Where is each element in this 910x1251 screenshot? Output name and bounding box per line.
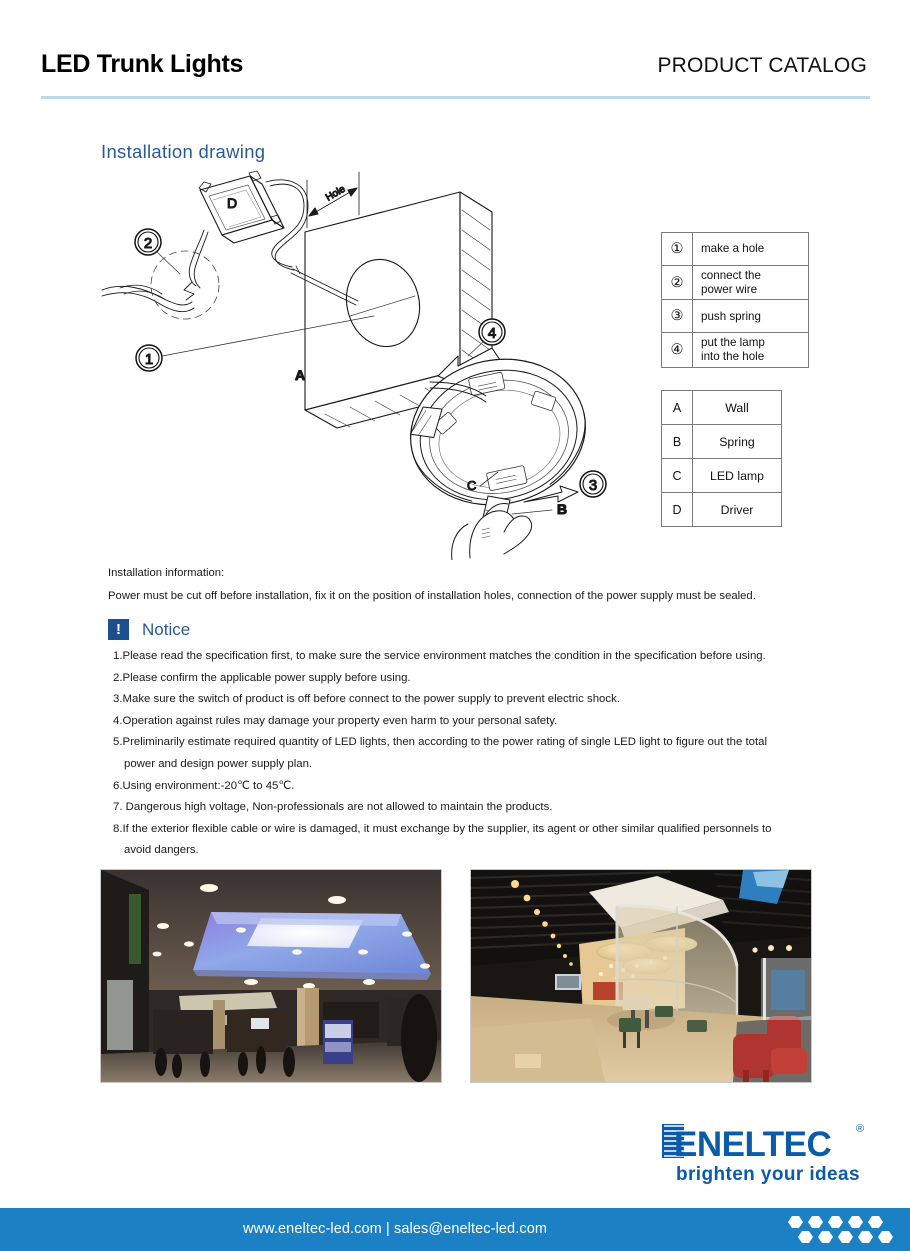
header-divider	[41, 96, 870, 99]
company-logo	[660, 1118, 876, 1188]
footer-separator: |	[386, 1221, 390, 1237]
callout-1	[136, 316, 374, 371]
application-photo-office	[470, 869, 812, 1083]
notice-title: Notice	[142, 619, 191, 639]
legend-table-parts	[661, 390, 782, 527]
part-name: Driver	[693, 493, 782, 527]
list-item	[113, 672, 825, 684]
svg-text:1: 1	[144, 351, 154, 368]
label-b: B	[557, 501, 568, 517]
step-number: ④	[662, 333, 693, 367]
table-row	[662, 300, 809, 333]
hole-dimension-label: Hole	[324, 183, 348, 204]
part-name: Spring	[693, 425, 782, 459]
step-number: ③	[662, 300, 693, 333]
notice-text: 5.Preliminarily estimate required quantity of LED lights, then according to the power rating of single LED light to figure out the total	[113, 736, 768, 749]
label-d: D	[227, 195, 238, 211]
logo-registered-mark: ®	[856, 1123, 865, 1135]
installation-drawing	[100, 170, 660, 560]
step-number: ①	[662, 233, 693, 266]
legend-table-steps	[661, 232, 809, 368]
part-letter: C	[662, 459, 693, 493]
list-item	[113, 715, 825, 727]
footer-dot-pattern	[786, 1215, 894, 1245]
table-row	[662, 333, 809, 367]
section-title-installation-drawing: Installation drawing	[101, 141, 266, 162]
step-text: put the lamp into the hole	[693, 333, 809, 367]
step-text: connect the power wire	[693, 266, 809, 300]
notice-text-continuation: power and design power supply plan.	[124, 758, 313, 771]
notice-text: 2.Please confirm the applicable power supply before using.	[113, 671, 411, 684]
label-a: A	[295, 367, 306, 383]
installation-info-body: Power must be cut off before installation, fix it on the position of installation holes, connection of the power supply must be sealed.	[108, 589, 756, 602]
exclamation-icon: !	[108, 619, 129, 640]
footer-website[interactable]: www.eneltec-led.com	[242, 1221, 382, 1237]
list-item	[113, 650, 825, 662]
footer-email[interactable]: sales@eneltec-led.com	[394, 1221, 548, 1237]
notice-text: 1.Please read the specification first, to make sure the service environment matches the condition in the specification before using.	[113, 650, 766, 662]
list-item	[113, 736, 825, 770]
table-row	[662, 493, 782, 527]
notice-header	[108, 619, 190, 640]
page-footer	[0, 1208, 910, 1251]
notice-text: 8.If the exterior flexible cable or wire is damaged, it must exchange by the supplier, its agent or other similar qualified personnels to	[113, 822, 772, 835]
list-item	[113, 823, 825, 857]
installation-info-heading: Installation information:	[108, 567, 225, 579]
notice-text: 4.Operation against rules may damage your property even harm to your personal safety.	[113, 714, 558, 727]
page-title: LED Trunk Lights	[41, 50, 244, 78]
logo-tagline-text: brighten your ideas	[676, 1164, 860, 1185]
list-item	[113, 693, 825, 705]
part-name: Wall	[693, 391, 782, 425]
footer-contact	[0, 1208, 910, 1251]
logo-wordmark-text: ENELTEC	[674, 1125, 832, 1164]
callout-3	[580, 471, 606, 497]
step-text: make a hole	[693, 233, 809, 266]
part-letter: A	[662, 391, 693, 425]
application-photo-mall	[100, 869, 442, 1083]
table-row	[662, 233, 809, 266]
notice-list	[113, 650, 825, 866]
notice-text-continuation: avoid dangers.	[124, 844, 199, 857]
step-text: push spring	[693, 300, 809, 333]
catalog-label: PRODUCT CATALOG	[657, 54, 867, 77]
part-name: LED lamp	[693, 459, 782, 493]
step-number: ②	[662, 266, 693, 300]
notice-text: 6.Using environment:-20℃ to 45℃.	[113, 779, 295, 792]
svg-text:4: 4	[487, 325, 497, 342]
notice-text: 7. Dangerous high voltage, Non-professionals are not allowed to maintain the products.	[113, 801, 553, 814]
table-row	[662, 391, 782, 425]
table-row	[662, 459, 782, 493]
part-letter: B	[662, 425, 693, 459]
notice-text: 3.Make sure the switch of product is off before connect to the power supply to prevent electric shock.	[113, 693, 620, 706]
list-item	[113, 801, 825, 813]
svg-text:3: 3	[588, 477, 598, 494]
table-row	[662, 425, 782, 459]
part-letter: D	[662, 493, 693, 527]
page-header	[0, 0, 910, 100]
list-item	[113, 780, 825, 792]
label-c: C	[467, 478, 477, 493]
installation-information	[108, 568, 828, 614]
table-row	[662, 266, 809, 300]
svg-text:2: 2	[143, 235, 153, 252]
callout-2	[135, 229, 180, 274]
